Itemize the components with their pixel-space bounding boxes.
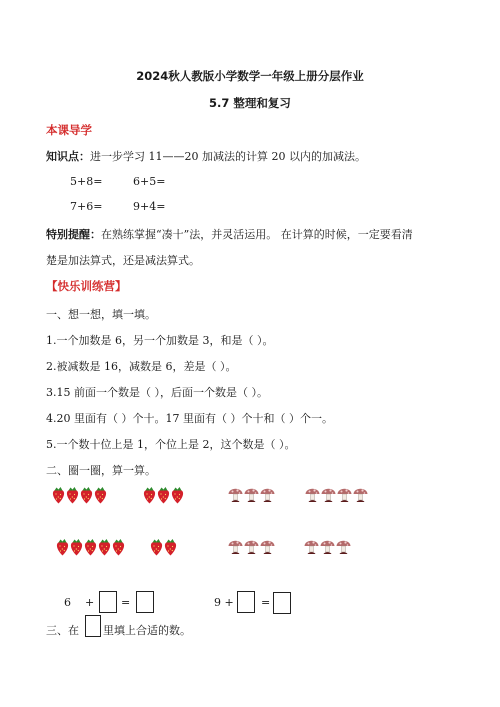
strawberry-icon: [171, 486, 184, 504]
example-2: 6+5=: [133, 175, 166, 188]
question-3: 3.15 前面一个数是（ ），后面一个数是（ ）。: [46, 386, 268, 399]
section3-box: [85, 615, 101, 637]
knowledge-label: 知识点：: [46, 150, 90, 163]
eq1-answer-box-2[interactable]: [136, 591, 154, 613]
eq1-plus: +: [85, 596, 95, 609]
eq2-answer-box-2[interactable]: [273, 592, 291, 614]
mushroom-icon: [260, 536, 275, 556]
mushroom-icon: [336, 536, 351, 556]
eq2-answer-box-1[interactable]: [237, 591, 255, 613]
eq1-first: 6: [64, 596, 71, 609]
guide-heading: 本课导学: [46, 123, 92, 137]
strawberry-icon: [164, 538, 177, 556]
example-3: 7+6=: [70, 200, 103, 213]
example-1: 5+8=: [70, 175, 103, 188]
mushroom-icon: [353, 484, 368, 504]
strawberry-group-3: [56, 538, 125, 558]
eq1-equals: =: [121, 596, 131, 609]
strawberry-group-2: [143, 486, 184, 506]
question-5: 5.一个数十位上是 1，个位上是 2，这个数是（ ）。: [46, 438, 296, 451]
knowledge-line: [46, 148, 366, 164]
mushroom-icon: [320, 536, 335, 556]
mushroom-group-3: [228, 536, 275, 556]
mushroom-icon: [337, 484, 352, 504]
mushroom-icon: [244, 484, 259, 504]
strawberry-icon: [80, 486, 93, 504]
mushroom-icon: [304, 536, 319, 556]
question-1: 1.一个加数是 6，另一个加数是 3，和是（ ）。: [46, 334, 274, 347]
example-4: 9+4=: [133, 200, 166, 213]
strawberry-group-4: [150, 538, 177, 558]
mushroom-icon: [244, 536, 259, 556]
practice-heading: 【快乐训练营】: [46, 279, 127, 293]
section3-post: 里填上合适的数。: [103, 624, 191, 637]
section1-title: 一、想一想，填一填。: [46, 308, 156, 321]
strawberry-icon: [52, 486, 65, 504]
strawberry-icon: [157, 486, 170, 504]
strawberry-icon: [112, 538, 125, 556]
mushroom-group-1: [228, 484, 275, 504]
mushroom-icon: [260, 484, 275, 504]
page-subtitle: 5.7 整理和复习: [209, 96, 291, 110]
question-4: 4.20 里面有（ ）个十。17 里面有（ ）个十和（ ）个一。: [46, 412, 333, 425]
knowledge-text: 进一步学习 11——20 加减法的计算 20 以内的加减法。: [90, 150, 366, 163]
tip-line-2: 楚是加法算式，还是减法算式。: [46, 254, 200, 267]
mushroom-group-4: [304, 536, 351, 556]
mushroom-icon: [228, 484, 243, 504]
strawberry-icon: [94, 486, 107, 504]
strawberry-icon: [56, 538, 69, 556]
eq1-answer-box-1[interactable]: [99, 591, 117, 613]
question-2: 2.被减数是 16，减数是 6，差是（ ）。: [46, 360, 237, 373]
strawberry-icon: [70, 538, 83, 556]
section3-pre: 三、在: [46, 624, 79, 637]
tip-text-1: 在熟练掌握“凑十”法，并灵活运用。 在计算的时候，一定要看清: [101, 228, 413, 241]
tip-line-1: [46, 226, 413, 242]
page-title: 2024秋人教版小学数学一年级上册分层作业: [136, 69, 364, 83]
mushroom-icon: [305, 484, 320, 504]
strawberry-icon: [143, 486, 156, 504]
strawberry-icon: [84, 538, 97, 556]
section2-title: 二、圈一圈，算一算。: [46, 464, 156, 477]
strawberry-group-1: [52, 486, 107, 506]
strawberry-icon: [98, 538, 111, 556]
mushroom-icon: [228, 536, 243, 556]
mushroom-icon: [321, 484, 336, 504]
strawberry-icon: [150, 538, 163, 556]
tip-label: 特别提醒：: [46, 228, 101, 241]
eq2-equals: =: [261, 596, 271, 609]
eq2-first: 9 +: [214, 596, 234, 609]
strawberry-icon: [66, 486, 79, 504]
mushroom-group-2: [305, 484, 368, 504]
